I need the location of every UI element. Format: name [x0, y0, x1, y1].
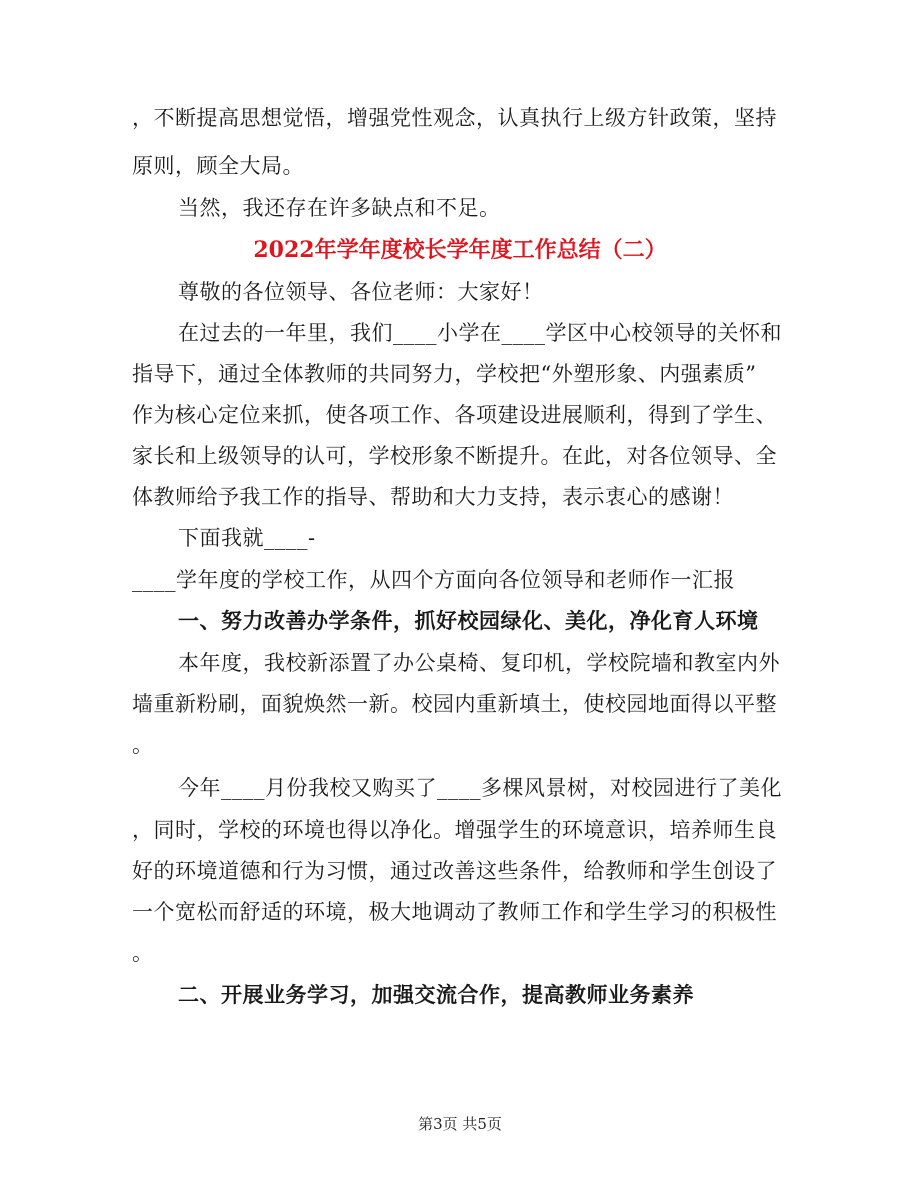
subheading-1: 一、努力改善办学条件，抓好校园绿化、美化，净化育人环境: [178, 608, 759, 633]
body-text-line: 家长和上级领导的认可，学校形象不断提升。在此，对各位领导、全: [132, 444, 777, 468]
body-text-line: 好的环境道德和行为习惯，通过改善这些条件，给教师和学生创设了: [132, 859, 777, 883]
subheading-2: 二、开展业务学习，加强交流合作，提高教师业务素养: [178, 982, 694, 1007]
body-text-line: 在过去的一年里，我们____小学在____学区中心校领导的关怀和: [178, 321, 782, 345]
body-text-line: 。: [132, 733, 154, 757]
page-indicator: 第3页 共5页: [418, 1115, 502, 1133]
body-text-line: 作为核心定位来抓，使各项工作、各项建设进展顺利，得到了学生、: [132, 403, 777, 427]
body-text-line: ，不断提高思想觉悟，增强党性观念，认真执行上级方针政策，坚持: [132, 106, 777, 130]
body-text-line: 本年度，我校新添置了办公桌椅、复印机，学校院墙和教室内外: [178, 651, 780, 675]
body-text-line: 墙重新粉刷，面貌焕然一新。校园内重新填土，使校园地面得以平整: [132, 692, 777, 716]
section-title: 2022年学年度校长学年度工作总结（二）: [253, 237, 667, 263]
body-text-line: 。: [132, 941, 154, 965]
greeting-line: 尊敬的各位领导、各位老师：大家好！: [178, 280, 544, 304]
body-text-line: 当然，我还存在许多缺点和不足。: [178, 196, 501, 220]
body-text-line: 一个宽松而舒适的环境，极大地调动了教师工作和学生学习的积极性: [132, 900, 777, 924]
body-text-line: 下面我就____-: [178, 526, 316, 550]
body-text-line: 指导下，通过全体教师的共同努力，学校把“外塑形象、内强素质”: [132, 362, 757, 386]
body-text-line: 原则，顾全大局。: [132, 154, 304, 178]
body-text-line: ，同时，学校的环境也得以净化。增强学生的环境意识，培养师生良: [132, 818, 777, 842]
body-text-line: 体教师给予我工作的指导、帮助和大力支持，表示衷心的感谢！: [132, 485, 734, 509]
body-text-line: 今年____月份我校又购买了____多棵风景树，对校园进行了美化: [178, 776, 782, 800]
body-text-line: ____学年度的学校工作，从四个方面向各位领导和老师作一汇报: [132, 568, 735, 592]
